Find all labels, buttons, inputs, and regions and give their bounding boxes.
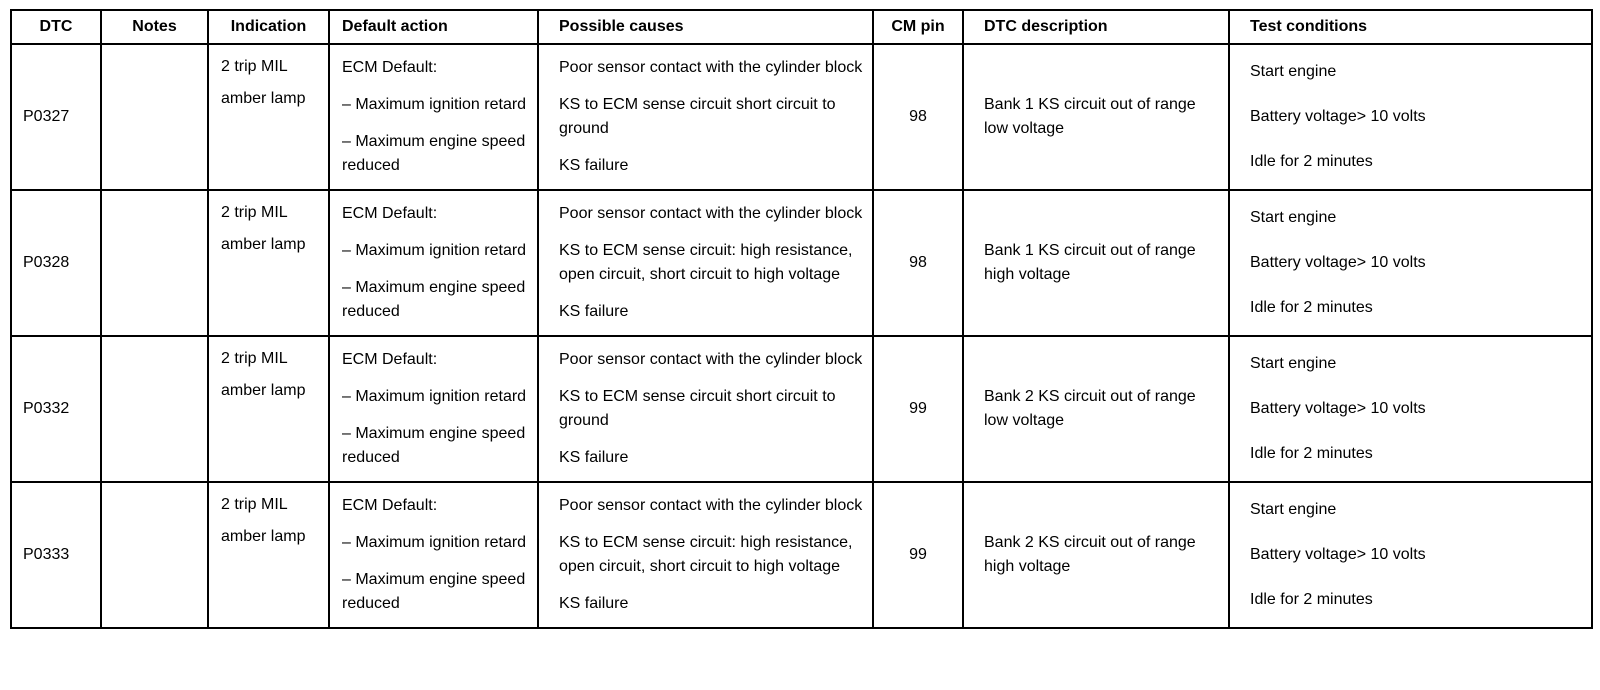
possible-cause-line: Poor sensor contact with the cylinder block [559,350,863,368]
possible-cause-line: KS to ECM sense circuit short circuit to ground [559,95,836,137]
indication-cell [208,190,329,336]
header-possible-causes: Possible causes [538,10,873,44]
header-dtc: DTC [11,10,101,44]
possible-cause-line: KS to ECM sense circuit short circuit to ground [559,387,836,429]
default-action-line: – Maximum ignition retard [342,241,527,259]
default-action-line: – Maximum engine speed reduced [342,279,526,321]
dtc-code: P0333 [11,482,101,628]
possible-causes-cell [538,482,873,628]
default-action-cell [329,190,538,336]
test-condition-line: Idle for 2 minutes [1250,153,1373,171]
default-action-cell [329,336,538,482]
default-action-line: – Maximum ignition retard [342,533,527,551]
default-action-cell [329,44,538,190]
default-action-line: – Maximum ignition retard [342,387,527,405]
indication-line: amber lamp [221,382,306,399]
dtc-description-value: Bank 2 KS circuit out of range low voltage [963,336,1229,482]
header-dtc-description: DTC description [963,10,1229,44]
indication-line: 2 trip MIL [221,350,288,367]
indication-line: 2 trip MIL [221,204,288,221]
test-condition-line: Idle for 2 minutes [1250,591,1373,609]
test-condition-line: Battery voltage> 10 volts [1250,399,1426,417]
dtc-table [10,9,1593,629]
test-condition-line: Start engine [1250,208,1337,226]
possible-causes-cell [538,190,873,336]
test-conditions-cell [1229,482,1592,628]
table-row [11,190,1592,336]
test-condition-line: Start engine [1250,62,1337,80]
indication-line: 2 trip MIL [221,496,288,513]
test-conditions-cell [1229,336,1592,482]
indication-line: amber lamp [221,236,306,253]
indication-cell [208,44,329,190]
default-action-line: – Maximum engine speed reduced [342,571,526,613]
header-indication: Indication [208,10,329,44]
possible-cause-line: Poor sensor contact with the cylinder block [559,58,863,76]
possible-cause-line: KS to ECM sense circuit: high resistance, open circuit, short circuit to high voltage [559,533,853,575]
possible-cause-line: Poor sensor contact with the cylinder block [559,496,863,514]
cm-pin-value: 98 [873,44,963,190]
indication-line: 2 trip MIL [221,58,288,75]
table-row [11,336,1592,482]
indication-cell [208,482,329,628]
possible-cause-line: KS failure [559,157,629,175]
test-condition-line: Battery voltage> 10 volts [1250,545,1426,563]
possible-causes-cell [538,336,873,482]
cm-pin-value: 99 [873,482,963,628]
test-condition-line: Battery voltage> 10 volts [1250,253,1426,271]
table-row [11,482,1592,628]
notes-cell [101,190,208,336]
dtc-description-value: Bank 2 KS circuit out of range high voltage [963,482,1229,628]
notes-cell [101,336,208,482]
default-action-line: – Maximum engine speed reduced [342,133,526,175]
header-cm-pin: CM pin [873,10,963,44]
dtc-code: P0332 [11,336,101,482]
test-condition-line: Battery voltage> 10 volts [1250,107,1426,125]
indication-cell [208,336,329,482]
test-condition-line: Start engine [1250,500,1337,518]
possible-cause-line: KS failure [559,449,629,467]
indication-line: amber lamp [221,528,306,545]
possible-cause-line: Poor sensor contact with the cylinder block [559,204,863,222]
test-condition-line: Idle for 2 minutes [1250,445,1373,463]
default-action-line: – Maximum ignition retard [342,95,527,113]
notes-cell [101,482,208,628]
indication-line: amber lamp [221,90,306,107]
cm-pin-value: 98 [873,190,963,336]
possible-cause-line: KS failure [559,595,629,613]
default-action-line: ECM Default: [342,58,438,76]
header-row [11,10,1592,44]
possible-cause-line: KS failure [559,303,629,321]
possible-cause-line: KS to ECM sense circuit: high resistance, open circuit, short circuit to high voltage [559,241,853,283]
header-test-conditions: Test conditions [1229,10,1592,44]
header-default-action: Default action [329,10,538,44]
dtc-code: P0328 [11,190,101,336]
default-action-line: ECM Default: [342,204,438,222]
dtc-code: P0327 [11,44,101,190]
test-condition-line: Start engine [1250,354,1337,372]
notes-cell [101,44,208,190]
test-condition-line: Idle for 2 minutes [1250,299,1373,317]
default-action-line: – Maximum engine speed reduced [342,425,526,467]
default-action-line: ECM Default: [342,496,438,514]
test-conditions-cell [1229,44,1592,190]
cm-pin-value: 99 [873,336,963,482]
default-action-line: ECM Default: [342,350,438,368]
default-action-cell [329,482,538,628]
dtc-description-value: Bank 1 KS circuit out of range low voltage [963,44,1229,190]
header-notes: Notes [101,10,208,44]
possible-causes-cell [538,44,873,190]
table-row [11,44,1592,190]
dtc-description-value: Bank 1 KS circuit out of range high voltage [963,190,1229,336]
test-conditions-cell [1229,190,1592,336]
